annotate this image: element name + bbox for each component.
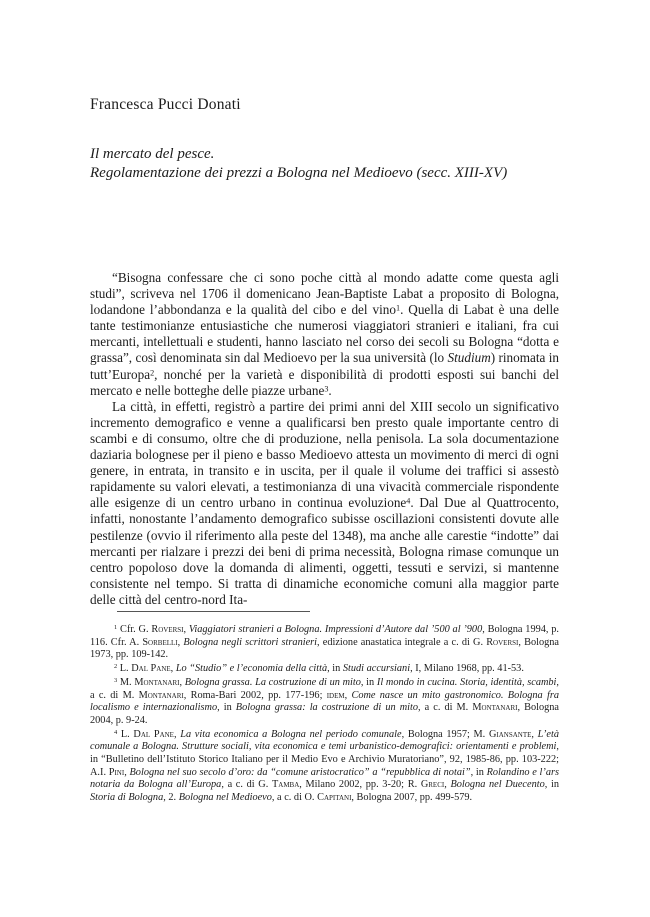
article-title [90,145,570,183]
footnote-4 [90,729,559,805]
work-title: Come nasce un mito gastronomico. Bologna fra localismo e internazionalismo [90,689,559,714]
text-run: , [179,676,185,688]
author-surname: Pini [108,766,125,778]
footnote-2 [90,663,559,676]
text-run: L. [117,663,132,675]
text-run: , Bologna 1973, pp. 109-142. [90,636,559,661]
author-surname: Capitani [317,792,352,804]
author-surname: Roversi [151,624,184,635]
text-run: Cfr. G. [117,624,152,635]
text-run: , in [470,766,487,778]
title-line-1: Il mercato del pesce. [90,146,215,162]
body-paragraph-2 [90,399,559,608]
text-italic: Studium [447,350,491,366]
text-run: , [177,636,184,648]
footnote-ref-2: 2 [150,367,155,377]
author-surname: idem [326,689,345,701]
text-run: , [531,728,538,740]
footnote-number: 2 [114,663,118,671]
text-run: L. [117,728,134,740]
footnote-number: 4 [114,728,118,736]
text-run: , a c. di M. [418,702,473,714]
work-title: Bologna nel Medioevo [178,792,272,804]
author-surname: Greci [420,779,445,791]
text-run: “Bisogna confessare che ci sono poche città al mondo adatte come questa agli studi”, scriveva nel 1706 il domenicano Jean-Baptiste Labat a proposito di Bologna, lodandone l’abbondanza e la qualità del cibo e del vino [90,270,559,318]
text-run: , a c. di G. [221,779,272,791]
author-surname: Montanari [134,676,180,688]
author-surname: Montanari [138,689,184,701]
text-run: La città, in effetti, registrò a partire dei primi anni del XIII secolo un significativo incremento demografico e venne a qualificarsi ben presto quale importante centro di scambi e di consumo, oltre che di produzione, nella penisola. La sola documentazione daziaria bolognese per il pieno e basso Medioevo attesta un movimento di merci di ogni genere, in entrata, in transito e in uscita, per il quale il volume dei traffici si assestò rapidamente su valori elevati, a testimonianza di una vivacità commerciale rispondente alle esigenze di un centro urbano in continua evoluzione [90,398,559,511]
title-line-2: Regolamentazione dei prezzi a Bologna nel Medioevo (secc. XIII-XV) [90,165,508,181]
text-run: , [173,728,181,740]
text-run: ) rinomata in tutt’Europa [90,350,559,382]
work-title: Viaggiatori stranieri a Bologna. Impressioni d’Autore dal ’500 al ’900 [188,624,483,635]
footnote-number: 1 [114,624,118,632]
author-surname: Dal Pane [133,728,174,740]
author-surname: Dal Pane [131,663,171,675]
text-run: , [444,779,451,791]
text-run: , in [544,779,559,791]
footnotes [90,624,559,806]
work-title: Rolandino e l’ars notaria da Bologna all’Europa [90,766,559,791]
text-run: , 2. [163,792,179,804]
text-run: , Milano 2002, pp. 3-20; R. [299,779,421,791]
text-run: , a c. di M. [90,676,559,701]
footnote-3 [90,677,559,728]
work-title: Bologna nel suo secolo d’oro: da “comune aristocratico” a “repubblica di notai” [129,766,471,778]
text-run: , [124,766,130,778]
work-title: Studi accursiani [342,663,411,675]
text-run: , [183,624,189,635]
author-surname: Tamba [271,779,300,791]
text-run: M. [117,676,135,688]
footnote-1 [90,624,559,662]
text-run: , Bologna 2004, p. 9-24. [90,702,559,726]
text-run: , a c. di O. [271,792,318,804]
work-title: Bologna negli scrittori stranieri [183,636,318,648]
footnote-number: 3 [114,676,118,684]
author-name: Francesca Pucci Donati [90,96,241,113]
author-surname: Roversi [486,636,519,648]
body-paragraph-1 [90,270,559,399]
author-surname: Montanari [472,702,518,714]
text-run: , edizione anastatica integrale a c. di G. [317,636,487,648]
work-title: La vita economica a Bologna nel periodo comunale [180,728,402,740]
text-run: , Bologna 2007, pp. 499-579. [351,792,473,804]
text-run: , in “Bulletino dell’Istituto Storico Italiano per il Medio Evo e Archivio Muratoriano”, 92, 1985-86, pp. 103-222; A.I. [90,741,559,778]
text-run: , nonché per la varietà e disponibilità di prodotti esposti sui banchi del mercato e nelle botteghe delle piazze urbane [90,366,559,398]
author-surname: Sorbelli [142,636,178,648]
footnote-ref-3: 3 [324,383,329,393]
work-title: Bologna nel Duecento [450,779,545,791]
text-run: , in [360,676,377,688]
text-run: . [328,382,332,398]
work-title: Lo “Studio” e l’economia della città [175,663,328,675]
text-run: , in [217,702,236,714]
author-surname: Giansante [488,728,532,740]
text-run: , in [327,663,343,675]
text-run: . Quella di Labat è una delle tante testimonianze entusiastiche che numerosi viaggiatori stranieri e italiani, fra cui mercanti, intellettuali e studenti, hanno lasciato nel corso dei secoli su Bologna “dotta e grassa”, così denominata sin dal Medioevo per la sua università (lo [90,302,559,366]
text-run: , [170,663,176,675]
text-run: , Bologna 1957; M. [401,728,489,740]
text-run: , Bologna 1994, p. 116. Cfr. A. [90,624,559,648]
work-title: Storia di Bologna [90,792,164,804]
article-body [90,270,559,608]
text-run: , Roma-Bari 2002, pp. 177-196; [183,689,327,701]
text-run: , [344,689,352,701]
text-run: . Dal Due al Quattrocento, infatti, nonostante l’andamento demografico subisse oscillazioni consistenti dovute alle pestilenze (ovvio il riferimento alla peste del 1348), ma anche alle carestie “indotte” dai mercanti per rialzare i prezzi dei beni di prima necessità, Bologna rimase comunque un centro popoloso dove la domanda di alimenti, oggetti, tessuti e servizi, si mantenne consistente nel tempo. Si tratta di dinamiche economiche comuni alla maggior parte delle città del centro-nord Ita- [90,495,559,607]
footnote-ref-4: 4 [406,496,411,506]
work-title: L’età comunale a Bologna. Strutture sociali, vita economica e temi urbanistico-demografici: orientamenti e problemi [90,728,559,753]
work-title: Il mondo in cucina. Storia, identità, scambi [376,676,557,688]
work-title: Bologna grassa. La costruzione di un mito [184,676,361,688]
footnote-ref-1: 1 [395,303,401,313]
work-title: Bologna grassa: la costruzione di un mito [235,702,419,714]
text-run: , I, Milano 1968, pp. 41-53. [410,663,524,675]
footnote-separator [117,611,310,612]
